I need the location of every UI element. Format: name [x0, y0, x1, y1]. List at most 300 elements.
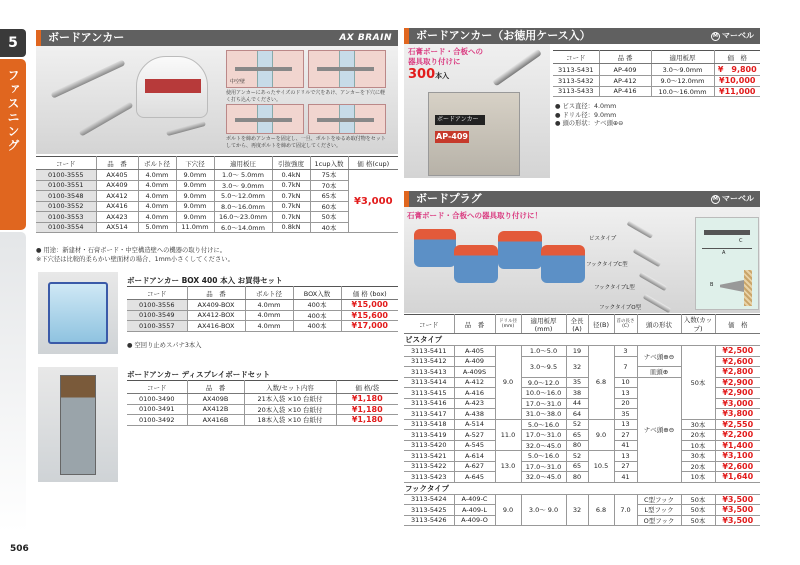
- pull-cell: 0.7kN: [272, 212, 310, 223]
- board-cell: 9.0〜12.0: [521, 377, 566, 388]
- brand-logo-axbrain: AX BRAIN: [339, 33, 392, 43]
- marvel-logo-icon: M: [711, 32, 720, 41]
- qty-cell: 10本: [681, 440, 715, 451]
- dia-cell: 6.8: [588, 346, 614, 420]
- board-cell: 3.0〜9.5: [521, 356, 566, 377]
- part-cell: AX416B: [187, 415, 244, 426]
- plug-cup-image: [414, 229, 456, 267]
- part-cell: AX514: [96, 222, 138, 233]
- code-cell: 3113-5433: [553, 86, 599, 97]
- promo-unit: 本入: [435, 72, 450, 80]
- bolt-cell: 4.0mm: [138, 201, 176, 212]
- col-bolt: ボルト径: [138, 157, 176, 170]
- product-hero-case-anchor: [404, 44, 550, 178]
- neck-cell: 13: [614, 419, 637, 430]
- length-cell: 32: [566, 356, 588, 377]
- length-cell: 32: [566, 494, 588, 526]
- part-cell: AP-409: [599, 64, 651, 76]
- neck-cell: 13: [614, 388, 637, 399]
- part-cell: A-409S: [454, 367, 495, 378]
- page-number: 506: [10, 544, 29, 554]
- type-label-screw: ビスタイプ: [589, 236, 617, 242]
- board-cell: 16.0〜23.0mm: [214, 212, 272, 223]
- code-cell: 3113-5423: [404, 472, 454, 483]
- plug-cup-image: [498, 231, 542, 269]
- board-cell: 3.0〜 9.0: [521, 494, 566, 526]
- part-cell: AX409-BOX: [187, 300, 245, 311]
- promo-line: 石膏ボード・合板への: [408, 47, 483, 56]
- table-row: [404, 419, 760, 430]
- length-cell: 44: [566, 398, 588, 409]
- case-anchor-table: [553, 50, 760, 97]
- price-cell: ¥2,600: [715, 356, 760, 367]
- type-label-hook-l: フックタイプL型: [594, 285, 635, 291]
- qty-cell: 30本: [681, 451, 715, 462]
- length-cell: 52: [566, 451, 588, 462]
- col-part: 品 番: [599, 51, 651, 64]
- part-cell: AP-412: [599, 76, 651, 87]
- board-cell: 17.0〜31.0: [521, 398, 566, 409]
- code-cell: 3113-5415: [404, 388, 454, 399]
- plug-cup-image: [454, 245, 498, 283]
- price-cell: ¥17,000: [341, 321, 398, 332]
- price-cell: ¥3,500: [715, 494, 760, 505]
- part-cell: A-409-O: [454, 515, 495, 526]
- part-cell: AX412-BOX: [187, 310, 245, 321]
- pull-cell: 0.4kN: [272, 170, 310, 181]
- board-cell: 17.0〜31.0: [521, 430, 566, 441]
- col-length-a: 全長(A): [566, 315, 588, 334]
- anchor-bolt-image: [166, 121, 206, 136]
- table-row: [127, 321, 398, 332]
- note-hole: ※下穴径は比較的柔らかい壁面材の場合、1mm小さくしてください。: [36, 255, 234, 263]
- length-cell: 52: [566, 419, 588, 430]
- install-caption-1: 使用アンカーにあったサイズのドリルで穴をあけ、アンカーを下穴に軽く打ち込んでください。: [226, 90, 385, 103]
- board-cell: 5.0〜16.0: [521, 419, 566, 430]
- note-screw-dia: ● ビス直径：4.0mm: [555, 103, 617, 110]
- section-title: ボードプラグ: [416, 192, 482, 205]
- board-cell: 5.0〜16.0: [521, 451, 566, 462]
- product-image-box-set: [38, 272, 118, 354]
- case-promo: [408, 47, 483, 67]
- board-cell: 3.0〜 9.0mm: [214, 180, 272, 191]
- board-anchor-spec-table: [36, 156, 398, 233]
- col-code: コード: [404, 315, 454, 334]
- col-hole: 下穴径: [176, 157, 214, 170]
- col-code: コード: [553, 51, 599, 64]
- display-set-title: ボードアンカー ディスプレイボードセット: [127, 370, 271, 379]
- col-part: 品 番: [454, 315, 495, 334]
- case-box-image: ボードアンカー AP-409: [428, 92, 520, 176]
- table-row: [36, 212, 398, 223]
- length-cell: 80: [566, 440, 588, 451]
- qty-cell: 50本: [681, 505, 715, 516]
- plug-screw-image: [627, 220, 654, 238]
- col-part: 品 番: [96, 157, 138, 170]
- code-cell: 0100-3551: [36, 180, 96, 191]
- chapter-tab-fastening[interactable]: ファスニング: [0, 59, 26, 230]
- qty-cell: 70本: [310, 180, 348, 191]
- display-set-table: [127, 380, 398, 426]
- bolt-cell: 5.0mm: [138, 222, 176, 233]
- code-cell: 0100-3492: [127, 415, 187, 426]
- col-part: 品 番: [187, 381, 244, 394]
- code-cell: 0100-3552: [36, 201, 96, 212]
- part-cell: AX405: [96, 170, 138, 181]
- board-cell: 10.0〜16.0mm: [651, 86, 714, 97]
- price-cell: ¥11,000: [714, 86, 760, 97]
- section-header-board-anchor: [36, 30, 398, 46]
- price-cell: ¥3,100: [715, 451, 760, 462]
- drill-cell: 9.0: [495, 494, 521, 526]
- price-cell: ¥3,000: [715, 398, 760, 409]
- price-cell: ¥15,600: [341, 310, 398, 321]
- length-cell: 19: [566, 346, 588, 357]
- code-cell: 3113-5412: [404, 356, 454, 367]
- qty-cell: 75本: [310, 170, 348, 181]
- table-row: [127, 394, 398, 405]
- code-cell: 3113-5431: [553, 64, 599, 76]
- section-header-board-plug: [404, 191, 760, 207]
- part-cell: A-545: [454, 440, 495, 451]
- code-cell: 3113-5411: [404, 346, 454, 357]
- code-cell: 3113-5426: [404, 515, 454, 526]
- drill-cell: 13.0: [495, 451, 521, 483]
- col-box-qty: BOX入数: [293, 287, 341, 300]
- brand-name: マーベル: [722, 194, 754, 203]
- anchor-bolt-image: [492, 49, 542, 87]
- box-label: AP-409: [436, 132, 468, 141]
- head-cell: L型フック: [637, 505, 681, 516]
- board-cell: 6.0〜14.0mm: [214, 222, 272, 233]
- contents-cell: 18本入袋 ×10 台紙付: [244, 415, 336, 426]
- col-code: コード: [127, 381, 187, 394]
- table-row: [404, 440, 760, 451]
- marvel-logo-icon: M: [711, 195, 720, 204]
- length-cell: 38: [566, 388, 588, 399]
- code-cell: 0100-3554: [36, 222, 96, 233]
- diagram-label-hollow-wall: 中空壁: [230, 79, 246, 85]
- dia-cell: 9.0: [588, 419, 614, 451]
- part-cell: AX416: [96, 201, 138, 212]
- col-dia-b: 径(B): [588, 315, 614, 334]
- neck-cell: 7: [614, 356, 637, 377]
- col-drill: ドリル径(mm): [495, 315, 521, 334]
- price-cell: ¥2,550: [715, 419, 760, 430]
- neck-cell: 27: [614, 461, 637, 472]
- price-cell: ¥10,000: [714, 76, 760, 87]
- neck-cell: 7.0: [614, 494, 637, 526]
- brand-logo-marvel: [711, 191, 754, 207]
- part-cell: AX416-BOX: [187, 321, 245, 332]
- code-cell: 3113-5424: [404, 494, 454, 505]
- qty-cell: 20本: [681, 461, 715, 472]
- code-cell: 3113-5416: [404, 398, 454, 409]
- table-row: [127, 415, 398, 426]
- price-cell: ¥ 9,800: [714, 64, 760, 76]
- code-cell: 0100-3555: [36, 170, 96, 181]
- part-cell: AX412B: [187, 404, 244, 415]
- board-cell: 32.0〜45.0: [521, 440, 566, 451]
- pull-cell: 0.7kN: [272, 191, 310, 202]
- qty-cell: 40本: [310, 222, 348, 233]
- qty-cell: 400本: [293, 310, 341, 321]
- price-cell: ¥1,400: [715, 440, 760, 451]
- price-cell: ¥15,000: [341, 300, 398, 311]
- brand-name: マーベル: [722, 31, 754, 40]
- length-cell: 65: [566, 461, 588, 472]
- price-cell: ¥2,800: [715, 367, 760, 378]
- price-cell: ¥2,200: [715, 430, 760, 441]
- code-cell: 3113-5419: [404, 430, 454, 441]
- col-price: 価 格: [714, 51, 760, 64]
- table-row: [404, 430, 760, 441]
- qty-cell: 30本: [681, 419, 715, 430]
- box-set-note: ● 空回り止めスパナ3本入: [127, 342, 202, 349]
- install-diagram-fix: [308, 104, 386, 134]
- head-cell: ナベ頭⊕⊖: [637, 346, 681, 367]
- code-cell: 3113-5413: [404, 367, 454, 378]
- product-image-display-set: [38, 367, 118, 482]
- code-cell: 3113-5420: [404, 440, 454, 451]
- col-head: 頭の形状: [637, 315, 681, 334]
- neck-cell: 41: [614, 440, 637, 451]
- part-cell: A-614: [454, 451, 495, 462]
- bolt-cell: 4.0mm: [138, 180, 176, 191]
- bolt-cell: 4.0mm: [245, 310, 293, 321]
- group-label-screw: ビスタイプ: [404, 334, 760, 346]
- part-cell: AX409: [96, 180, 138, 191]
- length-cell: 65: [566, 430, 588, 441]
- col-code: コード: [36, 157, 96, 170]
- col-board: 適用板厚: [651, 51, 714, 64]
- install-caption-2: ボルトを締めアンカーを固定し、一旦、ボルトをゆるめ取付物をセットしてから、再度ボルトを締めて固定してください。: [226, 136, 386, 149]
- bolt-cell: 4.0mm: [138, 191, 176, 202]
- plug-cup-image: [541, 245, 585, 283]
- table-row: [36, 222, 398, 233]
- neck-cell: 35: [614, 409, 637, 420]
- promo-count: 300: [408, 67, 436, 82]
- board-cell: 3.0〜9.0mm: [651, 64, 714, 76]
- table-row: [36, 201, 398, 212]
- part-cell: AX412: [96, 191, 138, 202]
- pull-cell: 0.7kN: [272, 201, 310, 212]
- code-cell: 0100-3557: [127, 321, 187, 332]
- bolt-cell: 4.0mm: [138, 170, 176, 181]
- code-cell: 3113-5422: [404, 461, 454, 472]
- part-cell: A-416: [454, 388, 495, 399]
- table-row: [127, 310, 398, 321]
- head-cell: C型フック: [637, 494, 681, 505]
- case-count: [408, 67, 449, 82]
- price-cell: ¥1,180: [336, 404, 398, 415]
- plug-hook-l-image: [639, 272, 667, 291]
- part-cell: AX423: [96, 212, 138, 223]
- table-row: [553, 64, 760, 76]
- col-part: 品 番: [187, 287, 245, 300]
- table-row: [404, 472, 760, 483]
- board-cell: 5.0〜12.0mm: [214, 191, 272, 202]
- table-row: [127, 404, 398, 415]
- contents-cell: 20本入袋 ×10 台紙付: [244, 404, 336, 415]
- part-cell: A-405: [454, 346, 495, 357]
- anchor-notes: [36, 247, 234, 264]
- part-cell: A-527: [454, 430, 495, 441]
- price-cell: ¥3,800: [715, 409, 760, 420]
- part-cell: A-645: [454, 472, 495, 483]
- price-cell: ¥2,900: [715, 388, 760, 399]
- box-set-table: [127, 286, 398, 332]
- hole-cell: 11.0mm: [176, 222, 214, 233]
- col-board: 適用板圧: [214, 157, 272, 170]
- type-label-hook-o: フックタイプO型: [599, 305, 642, 311]
- bolt-cell: 4.0mm: [245, 300, 293, 311]
- board-cell: 1.0〜 5.0mm: [214, 170, 272, 181]
- chapter-number: 5: [0, 29, 26, 57]
- part-cell: A-409: [454, 356, 495, 367]
- section-title: ボードアンカー: [48, 31, 125, 44]
- price-cell: ¥3,500: [715, 505, 760, 516]
- bolt-cell: 4.0mm: [245, 321, 293, 332]
- neck-cell: 41: [614, 472, 637, 483]
- anchor-bolt-image: [50, 59, 125, 98]
- code-cell: 3113-5421: [404, 451, 454, 462]
- part-cell: A-438: [454, 409, 495, 420]
- pull-cell: 0.8kN: [272, 222, 310, 233]
- board-plug-table: [404, 314, 760, 526]
- drill-cell: 11.0: [495, 419, 521, 451]
- table-row: [553, 76, 760, 87]
- table-row: [127, 300, 398, 311]
- length-cell: 64: [566, 409, 588, 420]
- plug-promo: 石膏ボード・合板への器具取り付けに！: [407, 211, 542, 220]
- dia-cell: 6.8: [588, 494, 614, 526]
- code-cell: 0100-3491: [127, 404, 187, 415]
- qty-cell: 60本: [310, 201, 348, 212]
- col-qty: 1cup入数: [310, 157, 348, 170]
- brand-logo-marvel: [711, 28, 754, 44]
- qty-cell: 400本: [293, 300, 341, 311]
- price-cell: ¥1,640: [715, 472, 760, 483]
- table-row: [36, 170, 398, 181]
- part-cell: AP-416: [599, 86, 651, 97]
- part-cell: A-409-C: [454, 494, 495, 505]
- table-row: [404, 494, 760, 505]
- board-cell: 10.0〜16.0: [521, 388, 566, 399]
- install-diagram-drill: [226, 50, 304, 88]
- product-hero-board-plug: [404, 207, 760, 313]
- qty-cell: 50本: [681, 494, 715, 505]
- board-cell: 31.0〜38.0: [521, 409, 566, 420]
- contents-cell: 21本入袋 ×10 台紙付: [244, 394, 336, 405]
- board-cell: 8.0〜16.0mm: [214, 201, 272, 212]
- code-cell: 3113-5418: [404, 419, 454, 430]
- table-row: [553, 86, 760, 97]
- dim-label-b: B: [710, 282, 714, 288]
- price-cell: ¥1,180: [336, 394, 398, 405]
- section-header-case-anchor: [404, 28, 760, 44]
- col-board: 適用板厚(mm): [521, 315, 566, 334]
- part-cell: A-423: [454, 398, 495, 409]
- col-price: 価 格 (box): [341, 287, 398, 300]
- type-label-hook-c: フックタイプC型: [586, 262, 628, 268]
- neck-cell: 27: [614, 430, 637, 441]
- col-price: 価 格(cup): [348, 157, 398, 170]
- qty-cell: 400本: [293, 321, 341, 332]
- col-contents: 入数/セット内容: [244, 381, 336, 394]
- part-cell: A-409-L: [454, 505, 495, 516]
- price-cell: ¥1,180: [336, 415, 398, 426]
- section-title: ボードアンカー（お徳用ケース入）: [416, 29, 591, 42]
- head-cell: O型フック: [637, 515, 681, 526]
- price-cell: ¥2,900: [715, 377, 760, 388]
- anchor-bolt-image: [79, 101, 134, 136]
- col-qty: 入数(カップ): [681, 315, 715, 334]
- code-cell: 3113-5414: [404, 377, 454, 388]
- col-pull: 引抜強度: [272, 157, 310, 170]
- code-cell: 0100-3549: [127, 310, 187, 321]
- part-cell: A-412: [454, 377, 495, 388]
- code-cell: 0100-3553: [36, 212, 96, 223]
- product-cup-image: [136, 56, 208, 118]
- code-cell: 3113-5432: [553, 76, 599, 87]
- head-cell: ナベ頭⊕⊖: [637, 377, 681, 482]
- col-price: 価 格: [715, 315, 760, 334]
- code-cell: 3113-5417: [404, 409, 454, 420]
- plug-hook-c-image: [633, 248, 661, 267]
- part-cell: A-627: [454, 461, 495, 472]
- group-row-hook: [404, 482, 760, 494]
- col-code: コード: [127, 287, 187, 300]
- part-cell: AX409B: [187, 394, 244, 405]
- dim-label-c: C: [739, 238, 743, 244]
- head-cell: 皿頭⊕: [637, 367, 681, 378]
- hole-cell: 9.0mm: [176, 180, 214, 191]
- code-cell: 0100-3548: [36, 191, 96, 202]
- plug-dimension-diagram: [695, 217, 759, 310]
- neck-cell: 10: [614, 377, 637, 388]
- case-anchor-notes: [555, 103, 623, 129]
- code-cell: 0100-3556: [127, 300, 187, 311]
- qty-cell: 50本: [681, 346, 715, 420]
- table-row: [404, 461, 760, 472]
- box-set-title: ボードアンカー BOX 400 本入 お買得セット: [127, 276, 283, 285]
- qty-cell: 20本: [681, 430, 715, 441]
- note-drill-dia: ● ドリル径：9.0mm: [555, 111, 617, 119]
- qty-cell: 50本: [310, 212, 348, 223]
- side-tab-blank: [0, 232, 26, 532]
- pull-cell: 0.7kN: [272, 180, 310, 191]
- code-cell: 3113-5425: [404, 505, 454, 516]
- table-row: [36, 191, 398, 202]
- price-cell: ¥2,500: [715, 346, 760, 357]
- neck-cell: 13: [614, 451, 637, 462]
- group-label-hook: フックタイプ: [404, 482, 760, 494]
- col-bolt: ボルト径: [245, 287, 293, 300]
- length-cell: 35: [566, 377, 588, 388]
- length-cell: 80: [566, 472, 588, 483]
- table-row: [36, 180, 398, 191]
- hole-cell: 9.0mm: [176, 212, 214, 223]
- price-cell: ¥3,500: [715, 515, 760, 526]
- part-cell: A-514: [454, 419, 495, 430]
- bolt-cell: 4.0mm: [138, 212, 176, 223]
- board-cell: 1.0〜5.0: [521, 346, 566, 357]
- dia-cell: 10.5: [588, 451, 614, 483]
- dim-label-a: A: [722, 250, 726, 256]
- board-cell: 9.0〜12.0mm: [651, 76, 714, 87]
- col-neck-c: 首の長さ(C): [614, 315, 637, 334]
